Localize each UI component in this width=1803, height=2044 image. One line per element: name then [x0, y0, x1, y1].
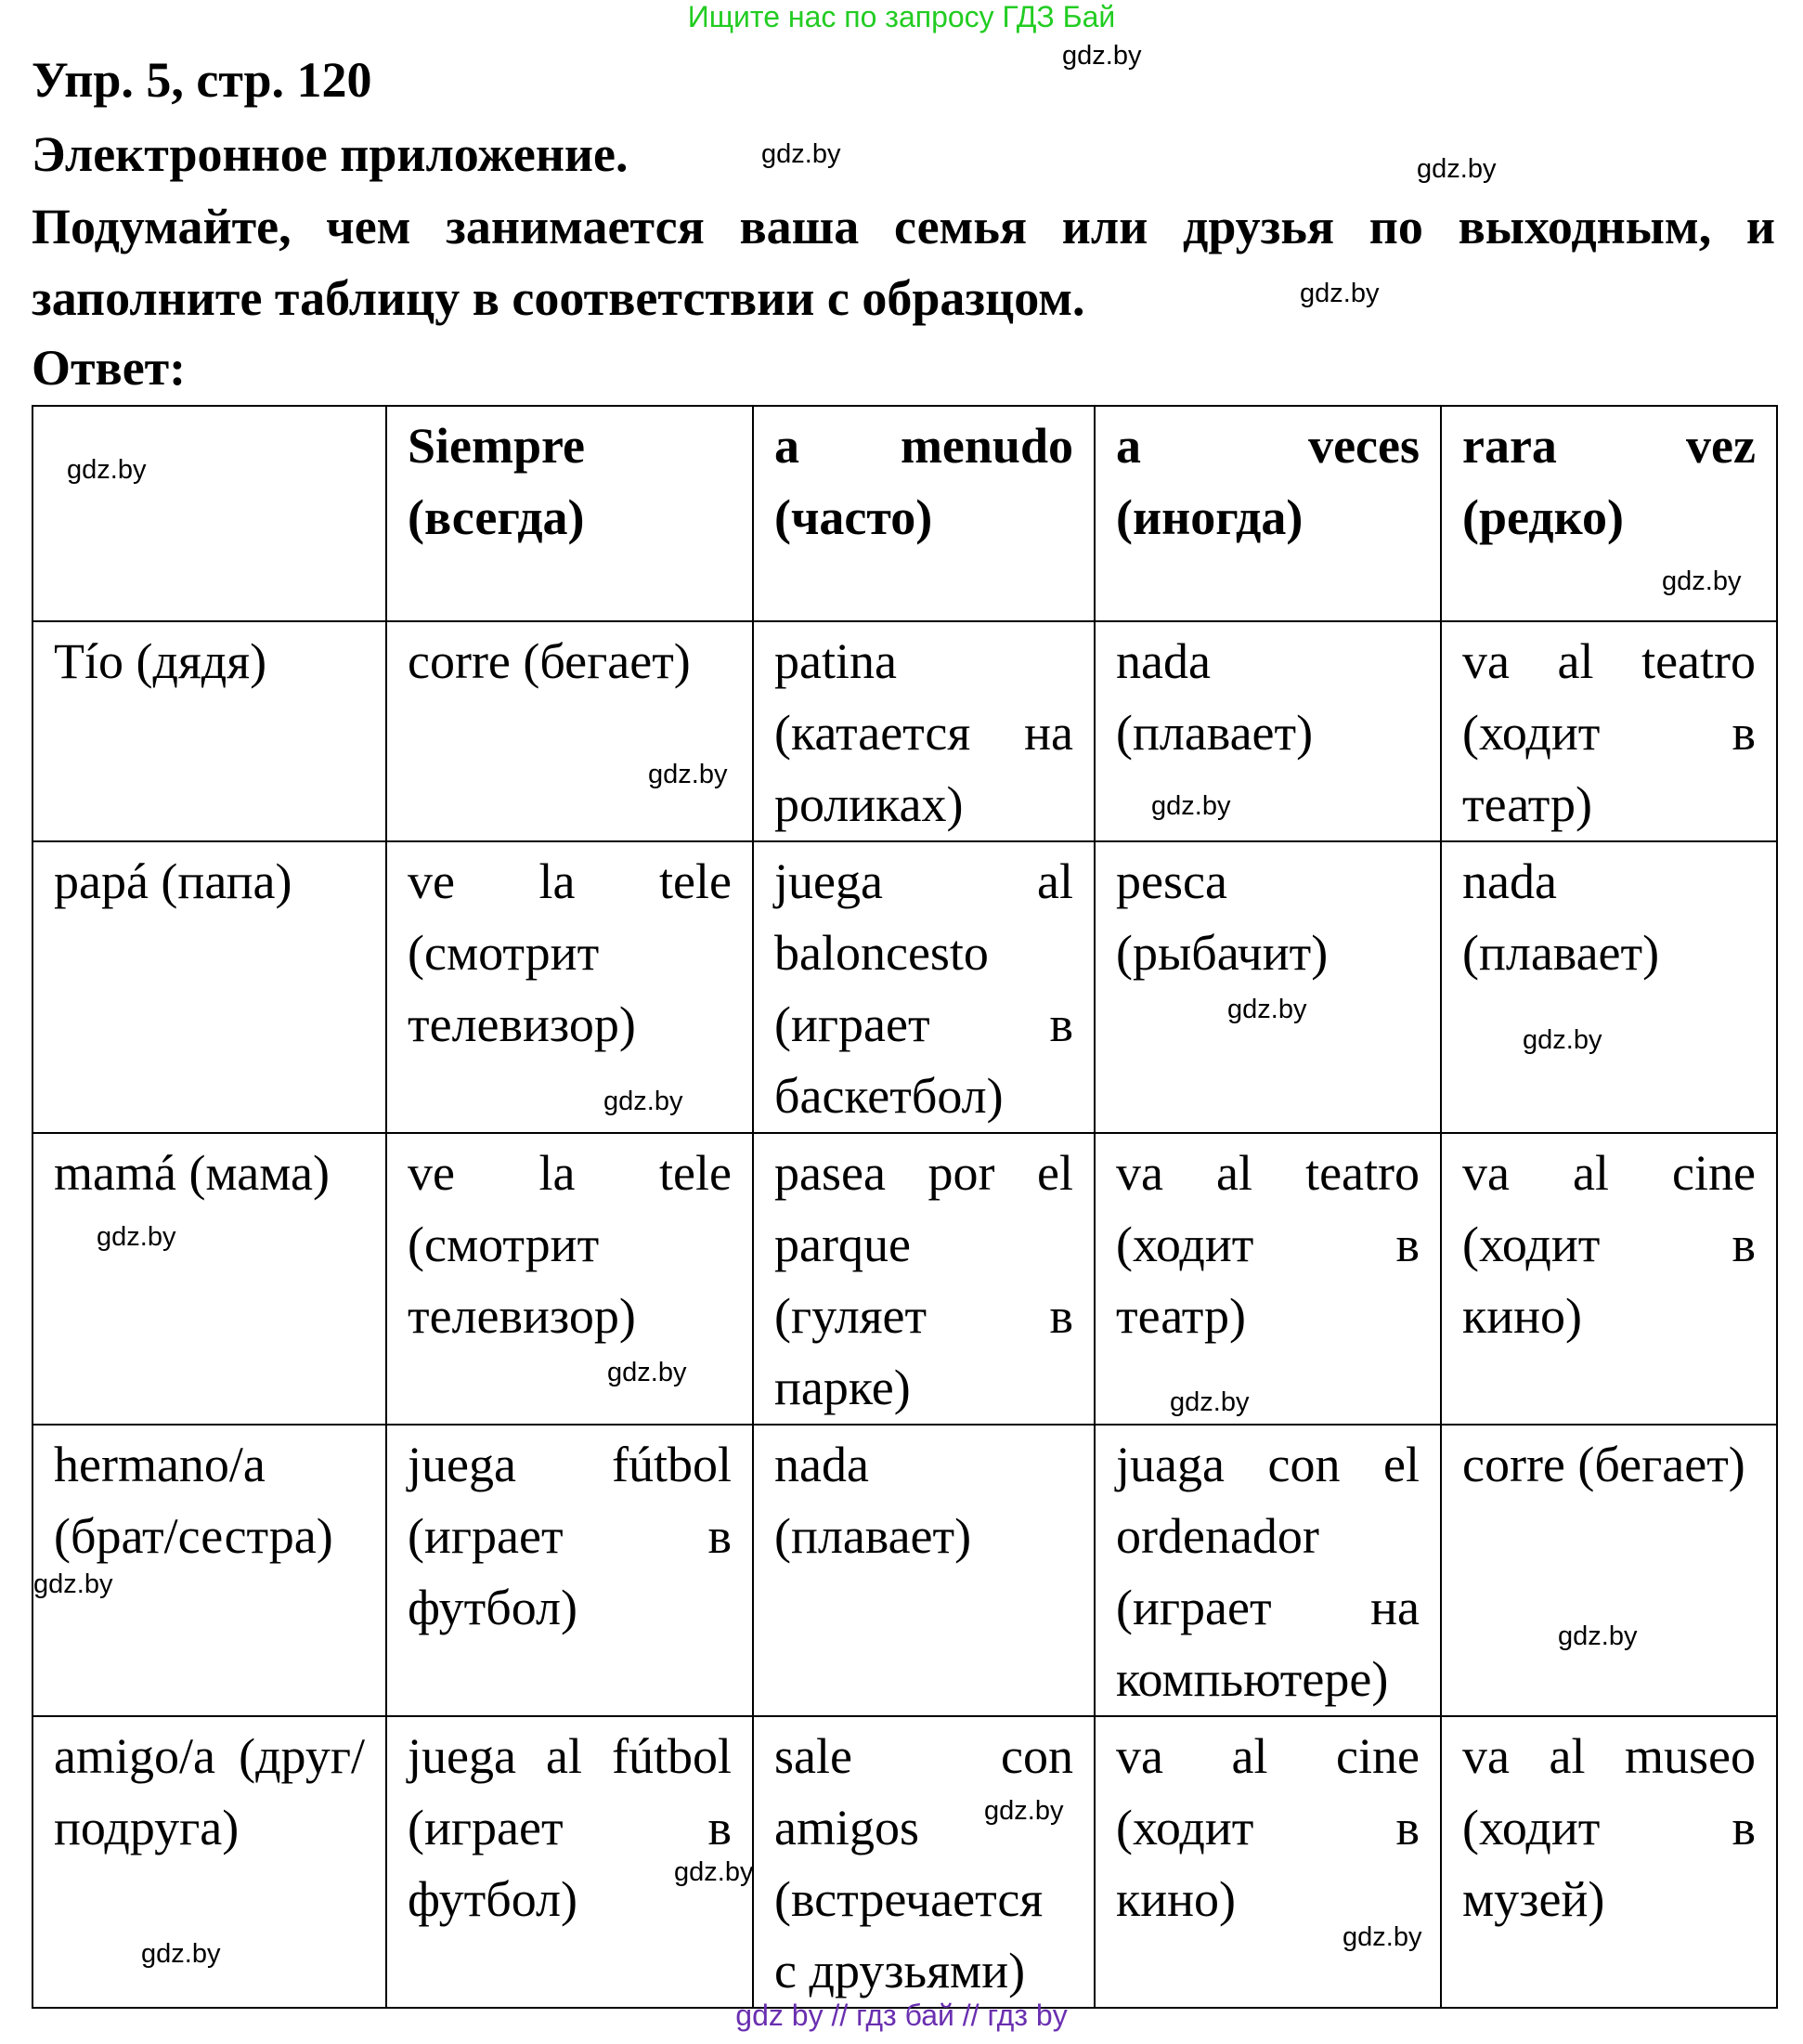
activity-cell: juega fútbol (играет в футбол)	[386, 1425, 753, 1716]
watermark: gdz.by	[761, 139, 841, 169]
activity-cell: va al teatro (ходит в театр)	[1095, 1133, 1441, 1425]
activity-cell: pesca (рыбачит)	[1095, 841, 1441, 1133]
table-header-row	[32, 406, 1777, 621]
answer-label: Ответ:	[32, 340, 187, 396]
watermark: gdz.by	[1227, 995, 1307, 1024]
activity-cell: ve la tele (смотрит телевизор)	[386, 1133, 753, 1425]
activity-cell: juega al baloncesto (играет в баскетбол)	[753, 841, 1095, 1133]
header-cell: Siempre (всегда)	[386, 406, 753, 621]
header-cell: a veces (иногда)	[1095, 406, 1441, 621]
task-text: Подумайте, чем занимается ваша семья или друзья по выходным, и заполните таблицу в соответствии с образцом.	[32, 199, 1775, 326]
header-cell: rara vez (редко)	[1441, 406, 1777, 621]
watermark: gdz.by	[1558, 1621, 1638, 1651]
person-cell: Tío (дядя)	[32, 621, 386, 841]
watermark: gdz.by	[648, 760, 728, 789]
activity-cell: pasea por el parque (гуляет в парке)	[753, 1133, 1095, 1425]
search-banner: Ищите нас по запросу ГДЗ Бай	[687, 0, 1116, 33]
watermark: gdz.by	[1343, 1922, 1422, 1952]
activity-cell: va al teatro (ходит в театр)	[1441, 621, 1777, 841]
exercise-heading: Упр. 5, стр. 120	[32, 52, 372, 108]
activity-cell: nada (плавает)	[1441, 841, 1777, 1133]
watermark: gdz.by	[97, 1222, 176, 1252]
watermark: gdz.by	[33, 1569, 113, 1599]
watermark: gdz.by	[607, 1358, 687, 1387]
watermark: gdz.by	[1300, 279, 1380, 308]
table-row	[32, 1425, 1777, 1716]
watermark: gdz.by	[1062, 41, 1142, 71]
watermark: gdz.by	[603, 1087, 683, 1116]
person-cell: mamá (мама)	[32, 1133, 386, 1425]
watermark: gdz.by	[141, 1939, 221, 1969]
table-row	[32, 1716, 1777, 2008]
watermark: gdz.by	[674, 1857, 754, 1887]
activity-cell: sale con amigos (встречается с друзьями)	[753, 1716, 1095, 2008]
activity-cell: nada (плавает)	[753, 1425, 1095, 1716]
activity-table	[32, 405, 1778, 2009]
activity-cell: juaga con el ordenador (играет на компьютере)	[1095, 1425, 1441, 1716]
activity-cell: corre (бегает)	[386, 621, 753, 841]
activity-cell: ve la tele (смотрит телевизор)	[386, 841, 753, 1133]
watermark: gdz.by	[1417, 154, 1497, 184]
watermark: gdz.by	[984, 1796, 1064, 1826]
activity-cell: juega al fútbol (играет в футбол)	[386, 1716, 753, 2008]
table-row	[32, 841, 1777, 1133]
header-cell	[32, 406, 386, 621]
activity-cell: corre (бегает)	[1441, 1425, 1777, 1716]
activity-cell: patina (катается на роликах)	[753, 621, 1095, 841]
person-cell: hermano/a (брат/сестра)	[32, 1425, 386, 1716]
activity-cell: va al museo (ходит в музей)	[1441, 1716, 1777, 2008]
watermark: gdz.by	[67, 455, 147, 485]
watermark: gdz.by	[1151, 791, 1231, 821]
watermark: gdz.by	[1170, 1387, 1250, 1417]
table-row	[32, 1133, 1777, 1425]
person-cell: amigo/a (друг/подруга)	[32, 1716, 386, 2008]
activity-cell: nada (плавает)	[1095, 621, 1441, 841]
exercise-subheading: Электронное приложение.	[32, 126, 629, 182]
activity-cell: va al cine (ходит в кино)	[1441, 1133, 1777, 1425]
header-cell: a menudo (часто)	[753, 406, 1095, 621]
table-row	[32, 621, 1777, 841]
activity-cell: va al cine (ходит в кино)	[1095, 1716, 1441, 2008]
watermark: gdz.by	[1662, 566, 1742, 596]
watermark: gdz.by	[1523, 1025, 1602, 1055]
footer-links: gdz by // гдз бай // гдз by	[735, 1998, 1068, 2032]
person-cell: papá (папа)	[32, 841, 386, 1133]
